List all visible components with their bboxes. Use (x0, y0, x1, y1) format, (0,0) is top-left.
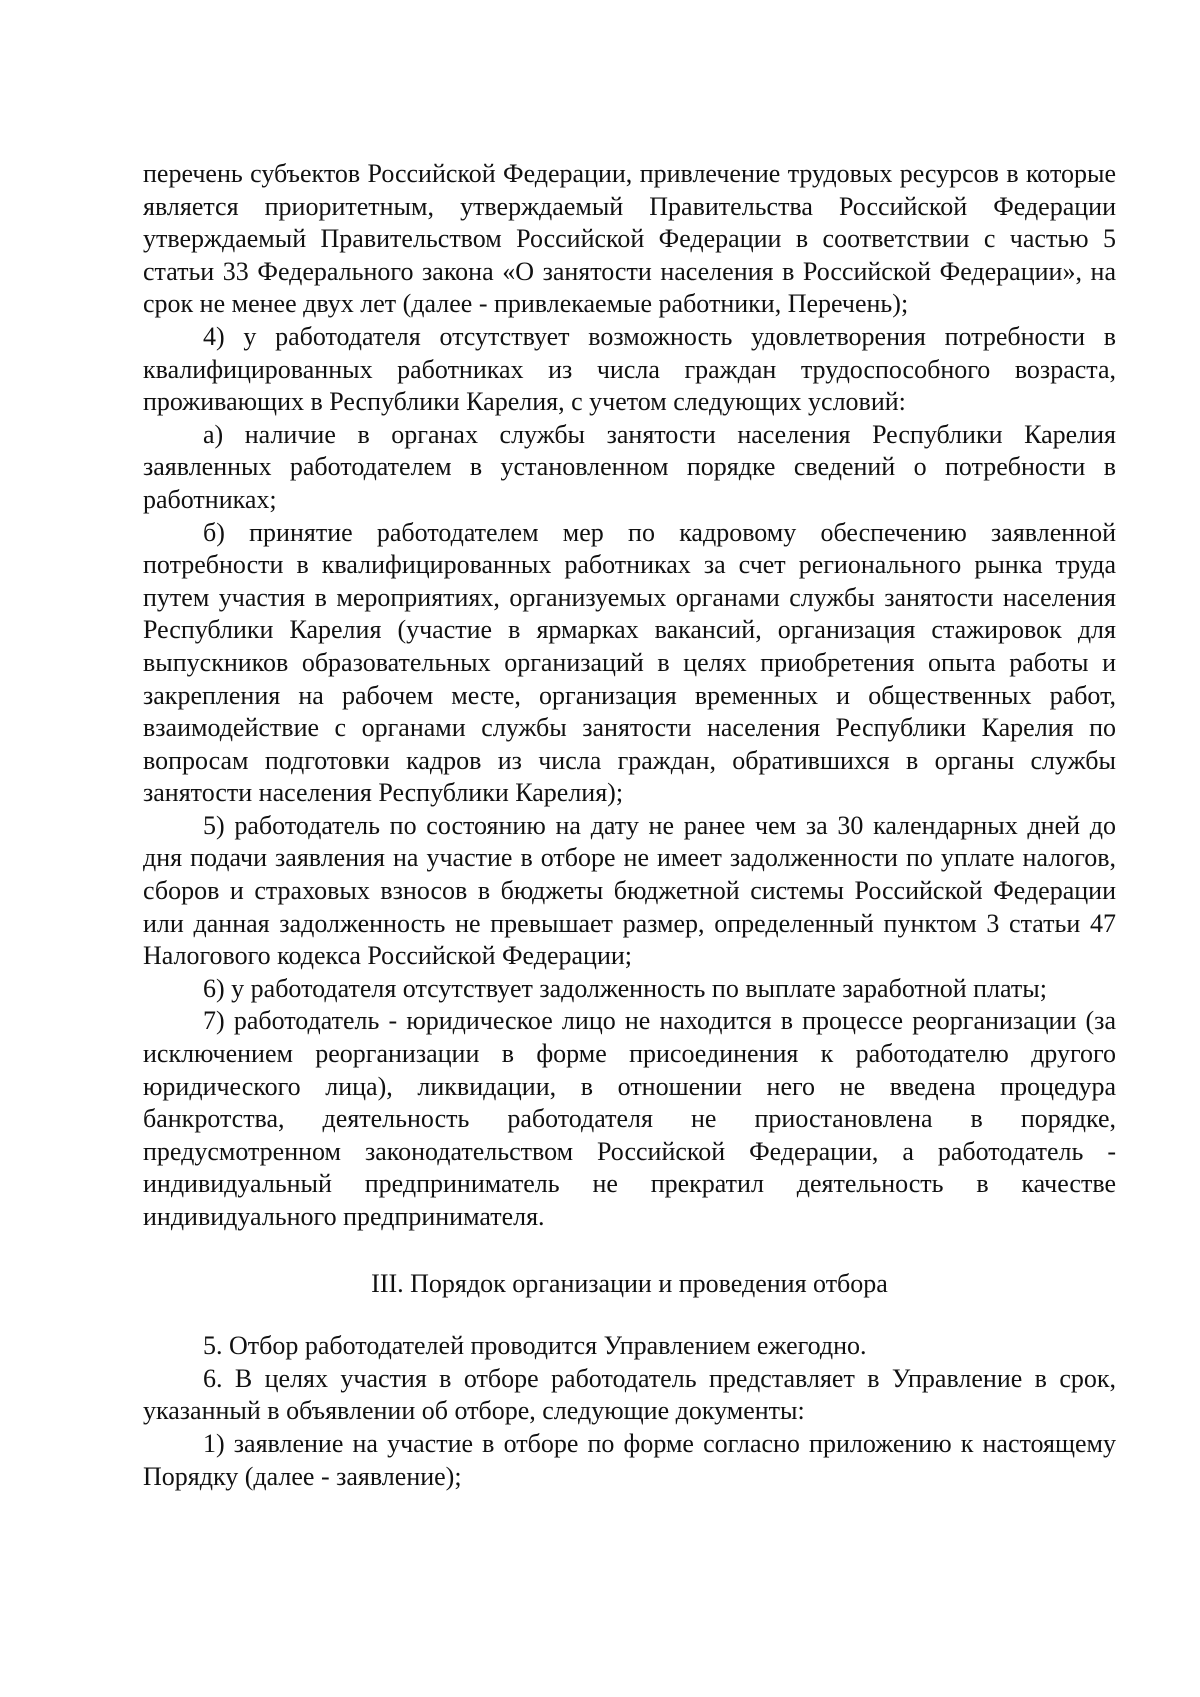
paragraph-clause-5: 5. Отбор работодателей проводится Управлением ежегодно. (203, 1331, 867, 1361)
section-heading: III. Порядок организации и проведения отбора (371, 1268, 888, 1298)
paragraph-subitem-a: а) наличие в органах службы занятости населения Республики Карелия заявленных работодателем в установленном порядке сведений о потребности в работниках; (143, 419, 1116, 514)
document-page (143, 158, 1116, 1493)
paragraph-item-4: 4) у работодателя отсутствует возможность удовлетворения потребности в квалифицированных работниках из числа граждан трудоспособного возраста, проживающих в Республики Карелия, с учетом следующих условий: (143, 321, 1116, 417)
paragraph-list-continuation: перечень субъектов Российской Федерации, привлечение трудовых ресурсов в которые является приоритетным, утверждаемый Правительства Российской Федерации утверждаемый Правительством Российской Федерации в соответствии с частью 5 статьи 33 Федерального закона «О занятости населения в Российской Федерации», на срок не менее двух лет (далее - привлекаемые работники, Перечень); (143, 159, 1116, 319)
paragraph-item-5: 5) работодатель по состоянию на дату не ранее чем за 30 календарных дней до дня подачи заявления на участие в отборе не имеет задолженности по уплате налогов, сборов и страховых взносов в бюджеты бюджетной системы Российской Федерации или данная задолженность не превышает размер, определенный пунктом 3 статьи 47 Налогового кодекса Российской Федерации; (143, 810, 1116, 971)
paragraph-clause-6-item-1: 1) заявление на участие в отборе по форме согласно приложению к настоящему Порядку (далее - заявление); (143, 1428, 1116, 1491)
paragraph-subitem-b: б) принятие работодателем мер по кадровому обеспечению заявленной потребности в квалифицированных работниках за счет регионального рынка труда путем участия в мероприятиях, организуемых органами службы занятости населения Республики Карелия (участие в ярмарках вакансий, организация стажировок для выпускников образовательных организаций в целях приобретения опыта работы и закрепления на рабочем месте, организация временных и общественных работ, взаимодействие с органами службы занятости населения Республики Карелия по вопросам подготовки кадров из числа граждан, обратившихся в органы службы занятости населения Республики Карелия); (143, 517, 1116, 808)
paragraph-item-7: 7) работодатель - юридическое лицо не находится в процессе реорганизации (за исключением реорганизации в форме присоединения к работодателю другого юридического лица), ликвидации, в отношении него не введена процедура банкротства, деятельность работодателя не приостановлена в порядке, предусмотренном законодательством Российской Федерации, а работодатель - индивидуальный предприниматель не прекратил деятельность в качестве индивидуального предпринимателя. (143, 1006, 1116, 1231)
paragraph-clause-6: 6. В целях участия в отборе работодатель представляет в Управление в срок, указанный в объявлении об отборе, следующие документы: (143, 1363, 1116, 1426)
paragraph-item-6: 6) у работодателя отсутствует задолженность по выплате заработной платы; (203, 973, 1047, 1003)
